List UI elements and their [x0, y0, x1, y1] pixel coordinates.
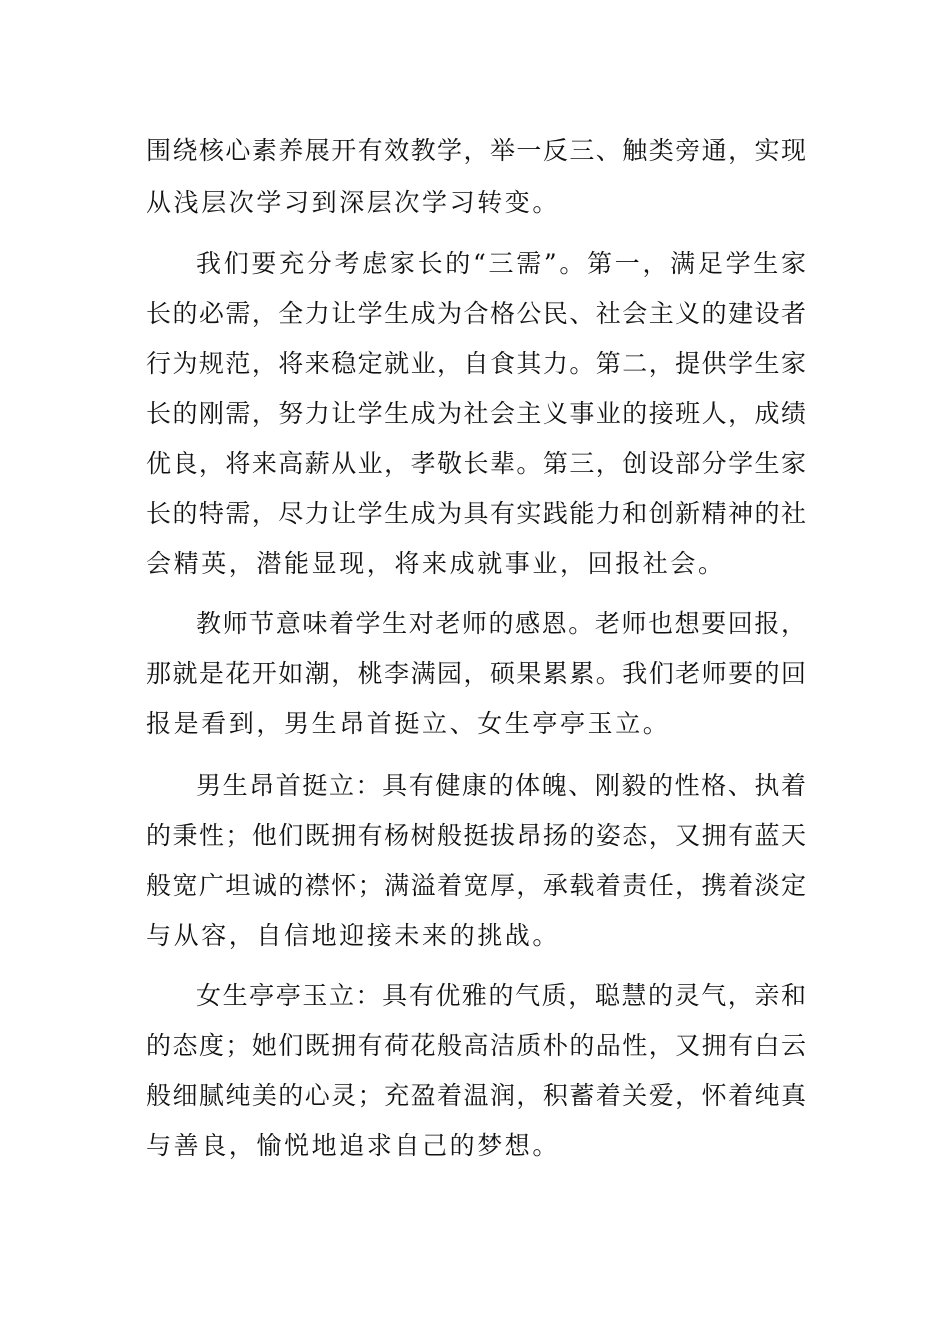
paragraph-5-line-1: 女生亭亭玉立：具有优雅的气质，聪慧的灵气，亲和 [196, 981, 806, 1010]
paragraph-3-line-3: 报是看到，男生昂首挺立、女生亭亭玉立。 [146, 709, 671, 738]
paragraph-1-line-2: 从浅层次学习到深层次学习转变。 [146, 188, 561, 217]
paragraph-4-line-2: 的秉性；他们既拥有杨树般挺拔昂扬的姿态，又拥有蓝天 [146, 821, 806, 850]
paragraph-2-line-5: 优良，将来高薪从业，孝敬长辈。第三，创设部分学生家 [146, 449, 806, 478]
paragraph-4-line-4: 与从容，自信地迎接未来的挑战。 [146, 921, 561, 950]
paragraph-2-line-3: 行为规范，将来稳定就业，自食其力。第二，提供学生家 [146, 349, 806, 378]
paragraph-4-line-3: 般宽广坦诚的襟怀；满溢着宽厚，承载着责任，携着淡定 [146, 871, 806, 900]
paragraph-5-line-4: 与善良，愉悦地追求自己的梦想。 [146, 1131, 561, 1160]
paragraph-2-line-6: 长的特需，尽力让学生成为具有实践能力和创新精神的社 [146, 499, 806, 528]
paragraph-3-line-2: 那就是花开如潮，桃李满园，硕果累累。我们老师要的回 [146, 659, 806, 688]
paragraph-4-line-1: 男生昂首挺立：具有健康的体魄、刚毅的性格、执着 [196, 771, 806, 800]
paragraph-1-line-1: 围绕核心素养展开有效教学，举一反三、触类旁通，实现 [146, 136, 806, 165]
paragraph-2-line-7: 会精英，潜能显现，将来成就事业，回报社会。 [146, 549, 726, 578]
paragraph-5-line-3: 般细腻纯美的心灵；充盈着温润，积蓄着关爱，怀着纯真 [146, 1081, 806, 1110]
paragraph-2-line-2: 长的必需，全力让学生成为合格公民、社会主义的建设者 [146, 299, 806, 328]
paragraph-2-line-1: 我们要充分考虑家长的“三需”。第一，满足学生家 [196, 249, 806, 278]
paragraph-5-line-2: 的态度；她们既拥有荷花般高洁质朴的品性，又拥有白云 [146, 1031, 806, 1060]
paragraph-3-line-1: 教师节意味着学生对老师的感恩。老师也想要回报， [196, 609, 806, 638]
paragraph-2-line-4: 长的刚需，努力让学生成为社会主义事业的接班人，成绩 [146, 399, 806, 428]
